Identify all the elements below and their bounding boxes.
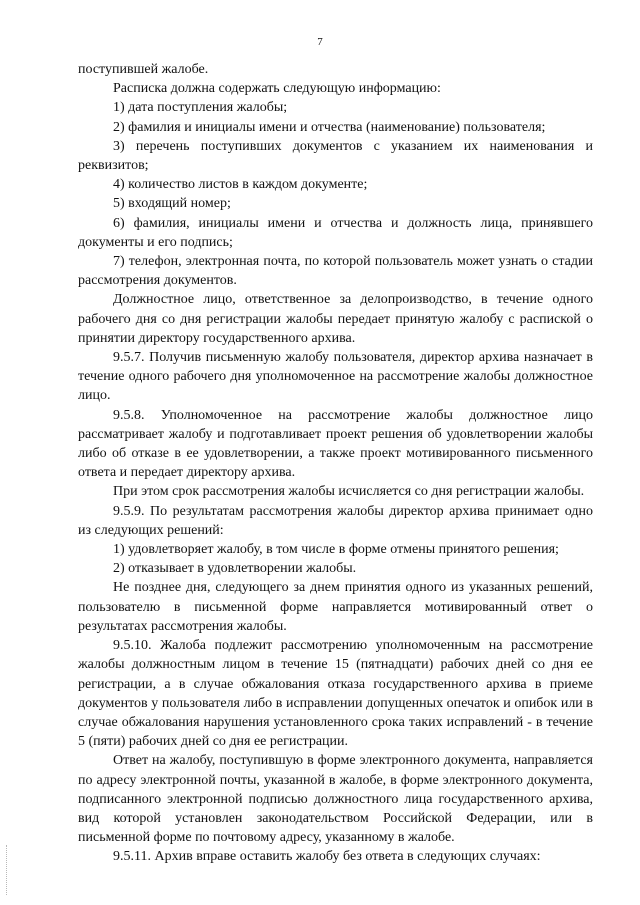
list-item-receipt-6: 6) фамилия, инициалы имени и отчества и должность лица, принявшего документы и его подпись; — [78, 215, 593, 250]
list-item-decision-2: 2) отказывает в удовлетворении жалобы. — [113, 561, 357, 577]
list-item-receipt-3: 3) перечень поступивших документов с указанием их наименования и реквизитов; — [78, 138, 593, 174]
document-body — [78, 60, 593, 867]
paragraph-continuation: поступившей жалобе. — [78, 62, 209, 77]
paragraph-records-officer: Должностное лицо, ответственное за делопроизводство, в течение одного рабочего дня со дня регистрации жалобы передает принятую жалобу с распиской о принятии директору государственного архива. — [78, 292, 593, 346]
list-item-receipt-7: 7) телефон, электронная почта, по которой пользователь может узнать о стадии рассмотрения документов. — [78, 254, 593, 289]
page-number: 7 — [317, 36, 323, 48]
scan-edge-mark — [6, 845, 8, 895]
paragraph-9-5-10: 9.5.10. Жалоба подлежит рассмотрению уполномоченным на рассмотрение жалобы должностным лицом в течение 15 (пятнадцати) рабочих дней со дня ее регистрации, а в случае обжалования отказа государственного архива в приеме документов у пользователя либо в исправлении допущенных опечаток и опибок или в случае обжалования нарушения установленного срока таких исправлений - в течение 5 (пяти) рабочих дней со дня ее регистрации. — [78, 638, 593, 750]
paragraph-receipt-intro: Расписка должна содержать следующую информацию: — [113, 81, 441, 97]
list-item-decision-1: 1) удовлетворяет жалобу, в том числе в форме отмены принятого решения; — [113, 542, 559, 558]
paragraph-9-5-9: 9.5.9. По результатам рассмотрения жалобы директор архива принимает одно из следующих решений: — [78, 503, 593, 538]
list-item-receipt-4: 4) количество листов в каждом документе; — [113, 177, 368, 193]
paragraph-9-5-8: 9.5.8. Уполномоченное на рассмотрение жалобы должностное лицо рассматривает жалобу и подготавливает проект решения об удовлетворении жалобы либо об отказе в ее удовлетворении, а также проект мотивированного письменного ответа и передает директору архива. — [78, 407, 593, 481]
paragraph-9-5-7: 9.5.7. Получив письменную жалобу пользователя, директор архива назначает в течение одного рабочего дня уполномоченное на рассмотрение жалобы должностное лицо. — [78, 350, 593, 404]
paragraph-electronic-answer: Ответ на жалобу, поступившую в форме электронного документа, направляется по адресу электронной почты, указанной в жалобе, в форме электронного документа, подписанного электронной подписью должностного лица государственного архива, вид которой установлен законодательством Российской Федерации, или в письменной форме по почтовому адресу, указанному в жалобе. — [78, 753, 593, 846]
list-item-receipt-1: 1) дата поступления жалобы; — [113, 100, 288, 116]
paragraph-review-period: При этом срок рассмотрения жалобы исчисляется со дня регистрации жалобы. — [113, 484, 585, 500]
paragraph-answer-deadline: Не позднее дня, следующего за днем принятия одного из указанных решений, пользователю в письменной форме направляется мотивированный ответ о результатах рассмотрения жалобы. — [78, 580, 593, 634]
paragraph-9-5-11: 9.5.11. Архив вправе оставить жалобу без ответа в следующих случаях: — [113, 849, 541, 865]
list-item-receipt-5: 5) входящий номер; — [113, 196, 231, 212]
list-item-receipt-2: 2) фамилия и инициалы имени и отчества (наименование) пользователя; — [113, 119, 546, 135]
